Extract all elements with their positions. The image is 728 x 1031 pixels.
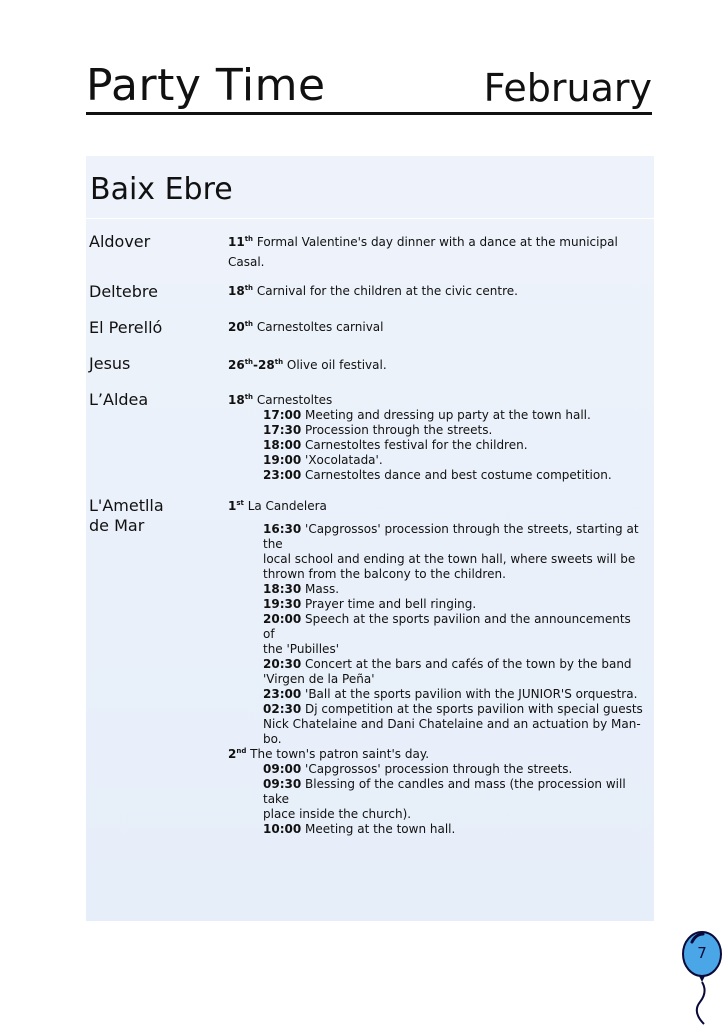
event-day-end: -28 xyxy=(253,358,275,372)
event-time: 19:30 xyxy=(263,597,302,611)
event-line xyxy=(228,762,646,777)
event-text: Concert at the bars and cafés of the town by the band xyxy=(301,657,632,671)
event-day: 11 xyxy=(228,235,245,249)
event-text: local school and ending at the town hall, where sweets will be xyxy=(263,552,636,566)
town-name: L’Aldea xyxy=(89,390,149,409)
day-suffix: th xyxy=(244,320,254,328)
event-line xyxy=(228,567,646,582)
event-text: Speech at the sports pavilion and the announcements of xyxy=(263,612,631,641)
event-line xyxy=(228,822,646,837)
event-text: Carnestoltes xyxy=(253,393,333,407)
event-text: Procession through the streets. xyxy=(301,423,493,437)
event-time: 02:30 xyxy=(263,702,302,716)
event-line xyxy=(228,284,646,299)
event-list xyxy=(228,393,646,483)
day-suffix: th xyxy=(244,235,254,243)
event-time: 20:30 xyxy=(263,657,302,671)
day-suffix: nd xyxy=(236,747,247,755)
event-line xyxy=(228,702,646,717)
event-day: 26 xyxy=(228,358,245,372)
event-text: Blessing of the candles and mass (the procession will take xyxy=(263,777,626,806)
event-day: 2 xyxy=(228,747,237,761)
spacer xyxy=(228,514,646,522)
event-line xyxy=(228,732,646,747)
events-panel xyxy=(86,156,654,921)
event-line xyxy=(228,642,646,657)
event-time: 23:00 xyxy=(263,687,302,701)
event-text: Prayer time and bell ringing. xyxy=(301,597,477,611)
event-line xyxy=(228,582,646,597)
event-line xyxy=(228,717,646,732)
event-text: La Candelera xyxy=(243,499,327,513)
event-line xyxy=(228,232,646,252)
event-text: Formal Valentine's day dinner with a dance at the municipal xyxy=(253,235,618,249)
event-day: 20 xyxy=(228,320,245,334)
event-line xyxy=(228,807,646,822)
event-line xyxy=(228,597,646,612)
town-name: Deltebre xyxy=(89,282,158,301)
event-line xyxy=(228,657,646,672)
event-text: Meeting and dressing up party at the town hall. xyxy=(301,408,591,422)
event-line xyxy=(228,687,646,702)
event-text: 'Capgrossos' procession through the streets, starting at the xyxy=(263,522,639,551)
event-list xyxy=(228,358,646,373)
event-text: Carnival for the children at the civic centre. xyxy=(253,284,518,298)
event-text: the 'Pubilles' xyxy=(263,642,339,656)
day-suffix: th xyxy=(244,358,254,366)
event-day: 18 xyxy=(228,393,245,407)
event-line xyxy=(228,612,646,642)
event-line xyxy=(228,453,646,468)
day-suffix: th xyxy=(244,393,254,401)
event-time: 23:00 xyxy=(263,468,302,482)
event-text: bo. xyxy=(263,732,282,746)
event-time: 20:00 xyxy=(263,612,302,626)
town-name: El Perelló xyxy=(89,318,163,337)
event-line xyxy=(228,552,646,567)
event-time: 17:00 xyxy=(263,408,302,422)
event-text: 'Xocolatada'. xyxy=(301,453,383,467)
event-text: Carnestoltes carnival xyxy=(253,320,384,334)
town-name: Aldover xyxy=(89,232,151,251)
event-line xyxy=(228,438,646,453)
event-line xyxy=(228,747,646,762)
event-line xyxy=(228,468,646,483)
balloon-icon xyxy=(678,926,726,1026)
event-text: Carnestoltes festival for the children. xyxy=(301,438,528,452)
event-line xyxy=(228,252,646,272)
town-name: L'Ametlla xyxy=(89,496,164,515)
event-line xyxy=(228,408,646,423)
event-text: Dj competition at the sports pavilion with special guests xyxy=(301,702,643,716)
event-text: The town's patron saint's day. xyxy=(246,747,430,761)
page-header xyxy=(86,58,652,114)
event-time: 19:00 xyxy=(263,453,302,467)
event-text: place inside the church). xyxy=(263,807,412,821)
event-list xyxy=(228,499,646,837)
section-title: Baix Ebre xyxy=(90,172,233,207)
event-text: Casal. xyxy=(228,255,265,269)
event-text: Carnestoltes dance and best costume competition. xyxy=(301,468,612,482)
event-text: 'Virgen de la Peña' xyxy=(263,672,375,686)
month-title: February xyxy=(483,66,652,110)
event-day: 18 xyxy=(228,284,245,298)
event-line xyxy=(228,393,646,408)
event-line xyxy=(228,777,646,807)
event-time: 09:30 xyxy=(263,777,302,791)
event-time: 17:30 xyxy=(263,423,302,437)
event-text: Mass. xyxy=(301,582,340,596)
town-name: Jesus xyxy=(89,354,131,373)
header-rule xyxy=(86,112,652,115)
day-suffix: th xyxy=(244,284,254,292)
event-list xyxy=(228,232,646,272)
day-suffix: st xyxy=(236,499,244,507)
section-divider xyxy=(86,218,654,219)
event-text: 'Ball at the sports pavilion with the JUNIOR'S orquestra. xyxy=(301,687,638,701)
event-time: 09:00 xyxy=(263,762,302,776)
event-text: 'Capgrossos' procession through the streets. xyxy=(301,762,573,776)
event-text: Nick Chatelaine and Dani Chatelaine and an actuation by Man- xyxy=(263,717,641,731)
event-line xyxy=(228,522,646,552)
event-line xyxy=(228,672,646,687)
event-line xyxy=(228,499,646,514)
event-list xyxy=(228,320,646,335)
event-day: 1 xyxy=(228,499,237,513)
event-time: 10:00 xyxy=(263,822,302,836)
page-title: Party Time xyxy=(86,60,326,111)
event-text: thrown from the balcony to the children. xyxy=(263,567,506,581)
event-line xyxy=(228,320,646,335)
event-time: 16:30 xyxy=(263,522,302,536)
event-time: 18:00 xyxy=(263,438,302,452)
event-text: Olive oil festival. xyxy=(283,358,387,372)
event-list xyxy=(228,284,646,299)
page-number: 7 xyxy=(697,944,707,962)
day-suffix: th xyxy=(274,358,284,366)
event-text: Meeting at the town hall. xyxy=(301,822,456,836)
event-line xyxy=(228,358,646,373)
event-time: 18:30 xyxy=(263,582,302,596)
event-line xyxy=(228,423,646,438)
town-name-line2: de Mar xyxy=(89,516,145,535)
